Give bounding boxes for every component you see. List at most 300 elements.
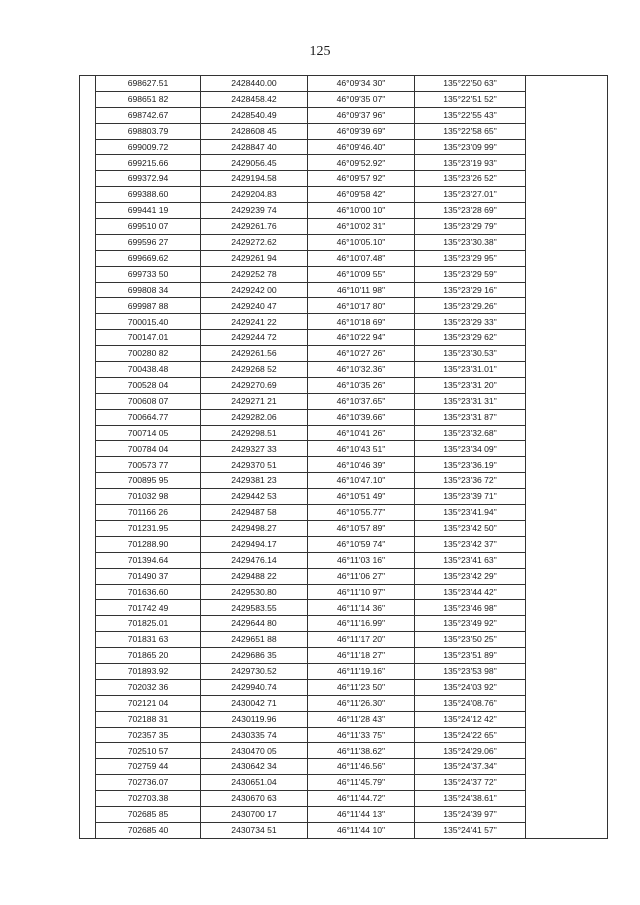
x-coordinate-cell: 699215.66: [96, 155, 201, 171]
x-coordinate-cell: 702121 04: [96, 695, 201, 711]
longitude-cell: 135°23'29 59": [415, 266, 526, 282]
table-row: [80, 266, 608, 282]
latitude-cell: 46°11'46.56": [308, 759, 415, 775]
table-row: [80, 393, 608, 409]
longitude-cell: 135°24'12 42": [415, 711, 526, 727]
x-coordinate-cell: 701032 98: [96, 489, 201, 505]
latitude-cell: 46°10'51 49": [308, 489, 415, 505]
table-row: [80, 552, 608, 568]
longitude-cell: 135°23'36.19": [415, 457, 526, 473]
x-coordinate-cell: 700438.48: [96, 362, 201, 378]
longitude-cell: 135°23'30.53": [415, 346, 526, 362]
latitude-cell: 46°11'06 27": [308, 568, 415, 584]
longitude-cell: 135°23'39 71": [415, 489, 526, 505]
y-coordinate-cell: 2429271 21: [201, 393, 308, 409]
y-coordinate-cell: 2429242 00: [201, 282, 308, 298]
latitude-cell: 46°10'17 80": [308, 298, 415, 314]
x-coordinate-cell: 701636.60: [96, 584, 201, 600]
latitude-cell: 46°11'28 43": [308, 711, 415, 727]
longitude-cell: 135°23'29 79": [415, 219, 526, 235]
coordinates-table: [79, 75, 608, 839]
table-row: [80, 346, 608, 362]
left-margin-cell: [80, 282, 96, 298]
right-margin-cell: [526, 298, 608, 314]
right-margin-cell: [526, 441, 608, 457]
y-coordinate-cell: 2429261.56: [201, 346, 308, 362]
x-coordinate-cell: 699808 34: [96, 282, 201, 298]
longitude-cell: 135°23'31.01": [415, 362, 526, 378]
longitude-cell: 135°22'51 52": [415, 91, 526, 107]
right-margin-cell: [526, 234, 608, 250]
table-row: [80, 171, 608, 187]
y-coordinate-cell: 2430642 34: [201, 759, 308, 775]
y-coordinate-cell: 2429498.27: [201, 520, 308, 536]
left-margin-cell: [80, 266, 96, 282]
y-coordinate-cell: 2429940.74: [201, 679, 308, 695]
left-margin-cell: [80, 775, 96, 791]
y-coordinate-cell: 2429239 74: [201, 203, 308, 219]
longitude-cell: 135°23'19 93": [415, 155, 526, 171]
y-coordinate-cell: 2429252 78: [201, 266, 308, 282]
y-coordinate-cell: 2430734 51: [201, 822, 308, 838]
latitude-cell: 46°10'32.36": [308, 362, 415, 378]
longitude-cell: 135°23'34 09": [415, 441, 526, 457]
table-row: [80, 536, 608, 552]
left-margin-cell: [80, 377, 96, 393]
x-coordinate-cell: 700664.77: [96, 409, 201, 425]
longitude-cell: 135°24'41 57": [415, 822, 526, 838]
y-coordinate-cell: 2429583.55: [201, 600, 308, 616]
left-margin-cell: [80, 632, 96, 648]
latitude-cell: 46°09'57 92": [308, 171, 415, 187]
y-coordinate-cell: 2429686 35: [201, 648, 308, 664]
y-coordinate-cell: 2429327 33: [201, 441, 308, 457]
x-coordinate-cell: 700895 95: [96, 473, 201, 489]
right-margin-cell: [526, 76, 608, 92]
right-margin-cell: [526, 775, 608, 791]
right-margin-cell: [526, 91, 608, 107]
table-row: [80, 568, 608, 584]
longitude-cell: 135°23'31 31": [415, 393, 526, 409]
x-coordinate-cell: 699009.72: [96, 139, 201, 155]
page-number: 125: [309, 44, 331, 59]
table-row: [80, 314, 608, 330]
longitude-cell: 135°23'44 42": [415, 584, 526, 600]
y-coordinate-cell: 2429730.52: [201, 663, 308, 679]
left-margin-cell: [80, 552, 96, 568]
left-margin-cell: [80, 123, 96, 139]
table-row: [80, 679, 608, 695]
y-coordinate-cell: 2429241 22: [201, 314, 308, 330]
latitude-cell: 46°10'27 26": [308, 346, 415, 362]
right-margin-cell: [526, 759, 608, 775]
x-coordinate-cell: 702703.38: [96, 791, 201, 807]
left-margin-cell: [80, 759, 96, 775]
y-coordinate-cell: 2429270.69: [201, 377, 308, 393]
y-coordinate-cell: 2428458.42: [201, 91, 308, 107]
x-coordinate-cell: 700015.40: [96, 314, 201, 330]
y-coordinate-cell: 2428608 45: [201, 123, 308, 139]
longitude-cell: 135°24'08.76": [415, 695, 526, 711]
table-row: [80, 663, 608, 679]
left-margin-cell: [80, 520, 96, 536]
latitude-cell: 46°10'07.48": [308, 250, 415, 266]
y-coordinate-cell: 2430042 71: [201, 695, 308, 711]
right-margin-cell: [526, 505, 608, 521]
right-margin-cell: [526, 425, 608, 441]
y-coordinate-cell: 2429261 94: [201, 250, 308, 266]
y-coordinate-cell: 2428440.00: [201, 76, 308, 92]
y-coordinate-cell: 2430470 05: [201, 743, 308, 759]
left-margin-cell: [80, 679, 96, 695]
right-margin-cell: [526, 282, 608, 298]
table-row: [80, 632, 608, 648]
left-margin-cell: [80, 171, 96, 187]
latitude-cell: 46°10'05.10": [308, 234, 415, 250]
y-coordinate-cell: 2429240 47: [201, 298, 308, 314]
x-coordinate-cell: 701865 20: [96, 648, 201, 664]
right-margin-cell: [526, 473, 608, 489]
right-margin-cell: [526, 139, 608, 155]
table-row: [80, 203, 608, 219]
latitude-cell: 46°09'35 07": [308, 91, 415, 107]
y-coordinate-cell: 2428847 40: [201, 139, 308, 155]
table-row: [80, 727, 608, 743]
latitude-cell: 46°11'44.72": [308, 791, 415, 807]
right-margin-cell: [526, 552, 608, 568]
right-margin-cell: [526, 695, 608, 711]
right-margin-cell: [526, 791, 608, 807]
longitude-cell: 135°24'37.34": [415, 759, 526, 775]
right-margin-cell: [526, 806, 608, 822]
table-row: [80, 759, 608, 775]
left-margin-cell: [80, 822, 96, 838]
longitude-cell: 135°23'46 98": [415, 600, 526, 616]
latitude-cell: 46°09'37 96": [308, 107, 415, 123]
y-coordinate-cell: 2429298.51: [201, 425, 308, 441]
y-coordinate-cell: 2428540.49: [201, 107, 308, 123]
table-row: [80, 441, 608, 457]
x-coordinate-cell: 701831 63: [96, 632, 201, 648]
left-margin-cell: [80, 489, 96, 505]
x-coordinate-cell: 699510 07: [96, 219, 201, 235]
longitude-cell: 135°23'42 50": [415, 520, 526, 536]
y-coordinate-cell: 2429487 58: [201, 505, 308, 521]
x-coordinate-cell: 702032 36: [96, 679, 201, 695]
table-row: [80, 711, 608, 727]
longitude-cell: 135°22'55 43": [415, 107, 526, 123]
table-row: [80, 377, 608, 393]
latitude-cell: 46°11'16.99": [308, 616, 415, 632]
left-margin-cell: [80, 457, 96, 473]
coordinates-table-body: [80, 76, 608, 839]
y-coordinate-cell: 2429530.80: [201, 584, 308, 600]
right-margin-cell: [526, 520, 608, 536]
table-row: [80, 520, 608, 536]
left-margin-cell: [80, 568, 96, 584]
x-coordinate-cell: 702188 31: [96, 711, 201, 727]
table-row: [80, 362, 608, 378]
latitude-cell: 46°11'44 13": [308, 806, 415, 822]
x-coordinate-cell: 700608 07: [96, 393, 201, 409]
x-coordinate-cell: 699372.94: [96, 171, 201, 187]
table-row: [80, 616, 608, 632]
table-row: [80, 234, 608, 250]
latitude-cell: 46°10'22 94": [308, 330, 415, 346]
longitude-cell: 135°23'49 92": [415, 616, 526, 632]
y-coordinate-cell: 2429381 23: [201, 473, 308, 489]
left-margin-cell: [80, 139, 96, 155]
x-coordinate-cell: 701288.90: [96, 536, 201, 552]
left-margin-cell: [80, 250, 96, 266]
table-row: [80, 600, 608, 616]
left-margin-cell: [80, 298, 96, 314]
left-margin-cell: [80, 648, 96, 664]
right-margin-cell: [526, 679, 608, 695]
latitude-cell: 46°11'33 75": [308, 727, 415, 743]
x-coordinate-cell: 700528 04: [96, 377, 201, 393]
y-coordinate-cell: 2430700 17: [201, 806, 308, 822]
latitude-cell: 46°09'58 42": [308, 187, 415, 203]
left-margin-cell: [80, 314, 96, 330]
x-coordinate-cell: 701231.95: [96, 520, 201, 536]
longitude-cell: 135°23'50 25": [415, 632, 526, 648]
longitude-cell: 135°23'42 37": [415, 536, 526, 552]
x-coordinate-cell: 701490 37: [96, 568, 201, 584]
left-margin-cell: [80, 536, 96, 552]
x-coordinate-cell: 700280 82: [96, 346, 201, 362]
y-coordinate-cell: 2429282.06: [201, 409, 308, 425]
latitude-cell: 46°11'17 20": [308, 632, 415, 648]
right-margin-cell: [526, 727, 608, 743]
left-margin-cell: [80, 91, 96, 107]
x-coordinate-cell: 702759 44: [96, 759, 201, 775]
left-margin-cell: [80, 346, 96, 362]
right-margin-cell: [526, 346, 608, 362]
left-margin-cell: [80, 187, 96, 203]
right-margin-cell: [526, 600, 608, 616]
left-margin-cell: [80, 155, 96, 171]
table-row: [80, 791, 608, 807]
right-margin-cell: [526, 362, 608, 378]
left-margin-cell: [80, 425, 96, 441]
right-margin-cell: [526, 743, 608, 759]
x-coordinate-cell: 698651 82: [96, 91, 201, 107]
longitude-cell: 135°24'39 97": [415, 806, 526, 822]
y-coordinate-cell: 2429204.83: [201, 187, 308, 203]
latitude-cell: 46°10'18 69": [308, 314, 415, 330]
left-margin-cell: [80, 203, 96, 219]
longitude-cell: 135°23'09 99": [415, 139, 526, 155]
longitude-cell: 135°24'03 92": [415, 679, 526, 695]
longitude-cell: 135°23'29 95": [415, 250, 526, 266]
longitude-cell: 135°23'51 89": [415, 648, 526, 664]
x-coordinate-cell: 701825.01: [96, 616, 201, 632]
x-coordinate-cell: 701394.64: [96, 552, 201, 568]
x-coordinate-cell: 699388.60: [96, 187, 201, 203]
table-row: [80, 330, 608, 346]
longitude-cell: 135°23'32.68": [415, 425, 526, 441]
right-margin-cell: [526, 632, 608, 648]
left-margin-cell: [80, 76, 96, 92]
x-coordinate-cell: 699596 27: [96, 234, 201, 250]
left-margin-cell: [80, 409, 96, 425]
right-margin-cell: [526, 409, 608, 425]
right-margin-cell: [526, 250, 608, 266]
x-coordinate-cell: 701893.92: [96, 663, 201, 679]
right-margin-cell: [526, 489, 608, 505]
longitude-cell: 135°23'26 52": [415, 171, 526, 187]
longitude-cell: 135°24'37 72": [415, 775, 526, 791]
right-margin-cell: [526, 171, 608, 187]
latitude-cell: 46°11'10 97": [308, 584, 415, 600]
longitude-cell: 135°23'31 20": [415, 377, 526, 393]
y-coordinate-cell: 2429056.45: [201, 155, 308, 171]
x-coordinate-cell: 700573 77: [96, 457, 201, 473]
right-margin-cell: [526, 155, 608, 171]
right-margin-cell: [526, 393, 608, 409]
left-margin-cell: [80, 600, 96, 616]
left-margin-cell: [80, 584, 96, 600]
table-row: [80, 250, 608, 266]
latitude-cell: 46°09'46.40": [308, 139, 415, 155]
right-margin-cell: [526, 203, 608, 219]
y-coordinate-cell: 2429244 72: [201, 330, 308, 346]
left-margin-cell: [80, 616, 96, 632]
longitude-cell: 135°23'41 63": [415, 552, 526, 568]
latitude-cell: 46°11'45.79": [308, 775, 415, 791]
latitude-cell: 46°10'43 51": [308, 441, 415, 457]
right-margin-cell: [526, 616, 608, 632]
latitude-cell: 46°11'18 27": [308, 648, 415, 664]
right-margin-cell: [526, 648, 608, 664]
x-coordinate-cell: 702736.07: [96, 775, 201, 791]
right-margin-cell: [526, 266, 608, 282]
latitude-cell: 46°10'46 39": [308, 457, 415, 473]
latitude-cell: 46°10'09 55": [308, 266, 415, 282]
right-margin-cell: [526, 711, 608, 727]
right-margin-cell: [526, 536, 608, 552]
latitude-cell: 46°10'00 10": [308, 203, 415, 219]
table-row: [80, 743, 608, 759]
latitude-cell: 46°10'55.77": [308, 505, 415, 521]
left-margin-cell: [80, 743, 96, 759]
x-coordinate-cell: 702685 85: [96, 806, 201, 822]
latitude-cell: 46°11'23 50": [308, 679, 415, 695]
right-margin-cell: [526, 107, 608, 123]
latitude-cell: 46°10'59 74": [308, 536, 415, 552]
table-row: [80, 489, 608, 505]
y-coordinate-cell: 2429488 22: [201, 568, 308, 584]
y-coordinate-cell: 2430335 74: [201, 727, 308, 743]
y-coordinate-cell: 2429476.14: [201, 552, 308, 568]
left-margin-cell: [80, 441, 96, 457]
y-coordinate-cell: 2429370 51: [201, 457, 308, 473]
table-row: [80, 91, 608, 107]
right-margin-cell: [526, 330, 608, 346]
table-row: [80, 822, 608, 838]
table-row: [80, 505, 608, 521]
longitude-cell: 135°23'29 33": [415, 314, 526, 330]
right-margin-cell: [526, 377, 608, 393]
latitude-cell: 46°11'44 10": [308, 822, 415, 838]
left-margin-cell: [80, 806, 96, 822]
latitude-cell: 46°11'03 16": [308, 552, 415, 568]
longitude-cell: 135°23'36 72": [415, 473, 526, 489]
right-margin-cell: [526, 822, 608, 838]
longitude-cell: 135°23'41.94": [415, 505, 526, 521]
table-row: [80, 457, 608, 473]
table-row: [80, 298, 608, 314]
table-row: [80, 473, 608, 489]
x-coordinate-cell: 699733 50: [96, 266, 201, 282]
longitude-cell: 135°23'29.26": [415, 298, 526, 314]
x-coordinate-cell: 698627.51: [96, 76, 201, 92]
right-margin-cell: [526, 123, 608, 139]
longitude-cell: 135°23'42 29": [415, 568, 526, 584]
left-margin-cell: [80, 505, 96, 521]
y-coordinate-cell: 2429494.17: [201, 536, 308, 552]
x-coordinate-cell: 699669.62: [96, 250, 201, 266]
x-coordinate-cell: 700714 05: [96, 425, 201, 441]
left-margin-cell: [80, 362, 96, 378]
right-margin-cell: [526, 187, 608, 203]
latitude-cell: 46°11'26.30": [308, 695, 415, 711]
y-coordinate-cell: 2429442 53: [201, 489, 308, 505]
y-coordinate-cell: 2429651 88: [201, 632, 308, 648]
y-coordinate-cell: 2430670 63: [201, 791, 308, 807]
table-row: [80, 775, 608, 791]
left-margin-cell: [80, 234, 96, 250]
right-margin-cell: [526, 663, 608, 679]
left-margin-cell: [80, 219, 96, 235]
y-coordinate-cell: 2429268 52: [201, 362, 308, 378]
x-coordinate-cell: 702357 35: [96, 727, 201, 743]
longitude-cell: 135°22'50 63": [415, 76, 526, 92]
latitude-cell: 46°10'57 89": [308, 520, 415, 536]
table-row: [80, 139, 608, 155]
table-row: [80, 806, 608, 822]
right-margin-cell: [526, 584, 608, 600]
left-margin-cell: [80, 330, 96, 346]
table-row: [80, 219, 608, 235]
left-margin-cell: [80, 663, 96, 679]
table-row: [80, 187, 608, 203]
latitude-cell: 46°11'38.62": [308, 743, 415, 759]
right-margin-cell: [526, 314, 608, 330]
y-coordinate-cell: 2429194.58: [201, 171, 308, 187]
longitude-cell: 135°24'29.06": [415, 743, 526, 759]
table-row: [80, 282, 608, 298]
x-coordinate-cell: 701166 26: [96, 505, 201, 521]
left-margin-cell: [80, 727, 96, 743]
longitude-cell: 135°23'31 87": [415, 409, 526, 425]
left-margin-cell: [80, 107, 96, 123]
left-margin-cell: [80, 695, 96, 711]
x-coordinate-cell: 700784 04: [96, 441, 201, 457]
longitude-cell: 135°23'29 16": [415, 282, 526, 298]
x-coordinate-cell: 701742 49: [96, 600, 201, 616]
x-coordinate-cell: 699441 19: [96, 203, 201, 219]
left-margin-cell: [80, 791, 96, 807]
y-coordinate-cell: 2430651.04: [201, 775, 308, 791]
table-row: [80, 123, 608, 139]
right-margin-cell: [526, 568, 608, 584]
table-row: [80, 76, 608, 92]
latitude-cell: 46°10'35 26": [308, 377, 415, 393]
table-row: [80, 409, 608, 425]
table-row: [80, 695, 608, 711]
